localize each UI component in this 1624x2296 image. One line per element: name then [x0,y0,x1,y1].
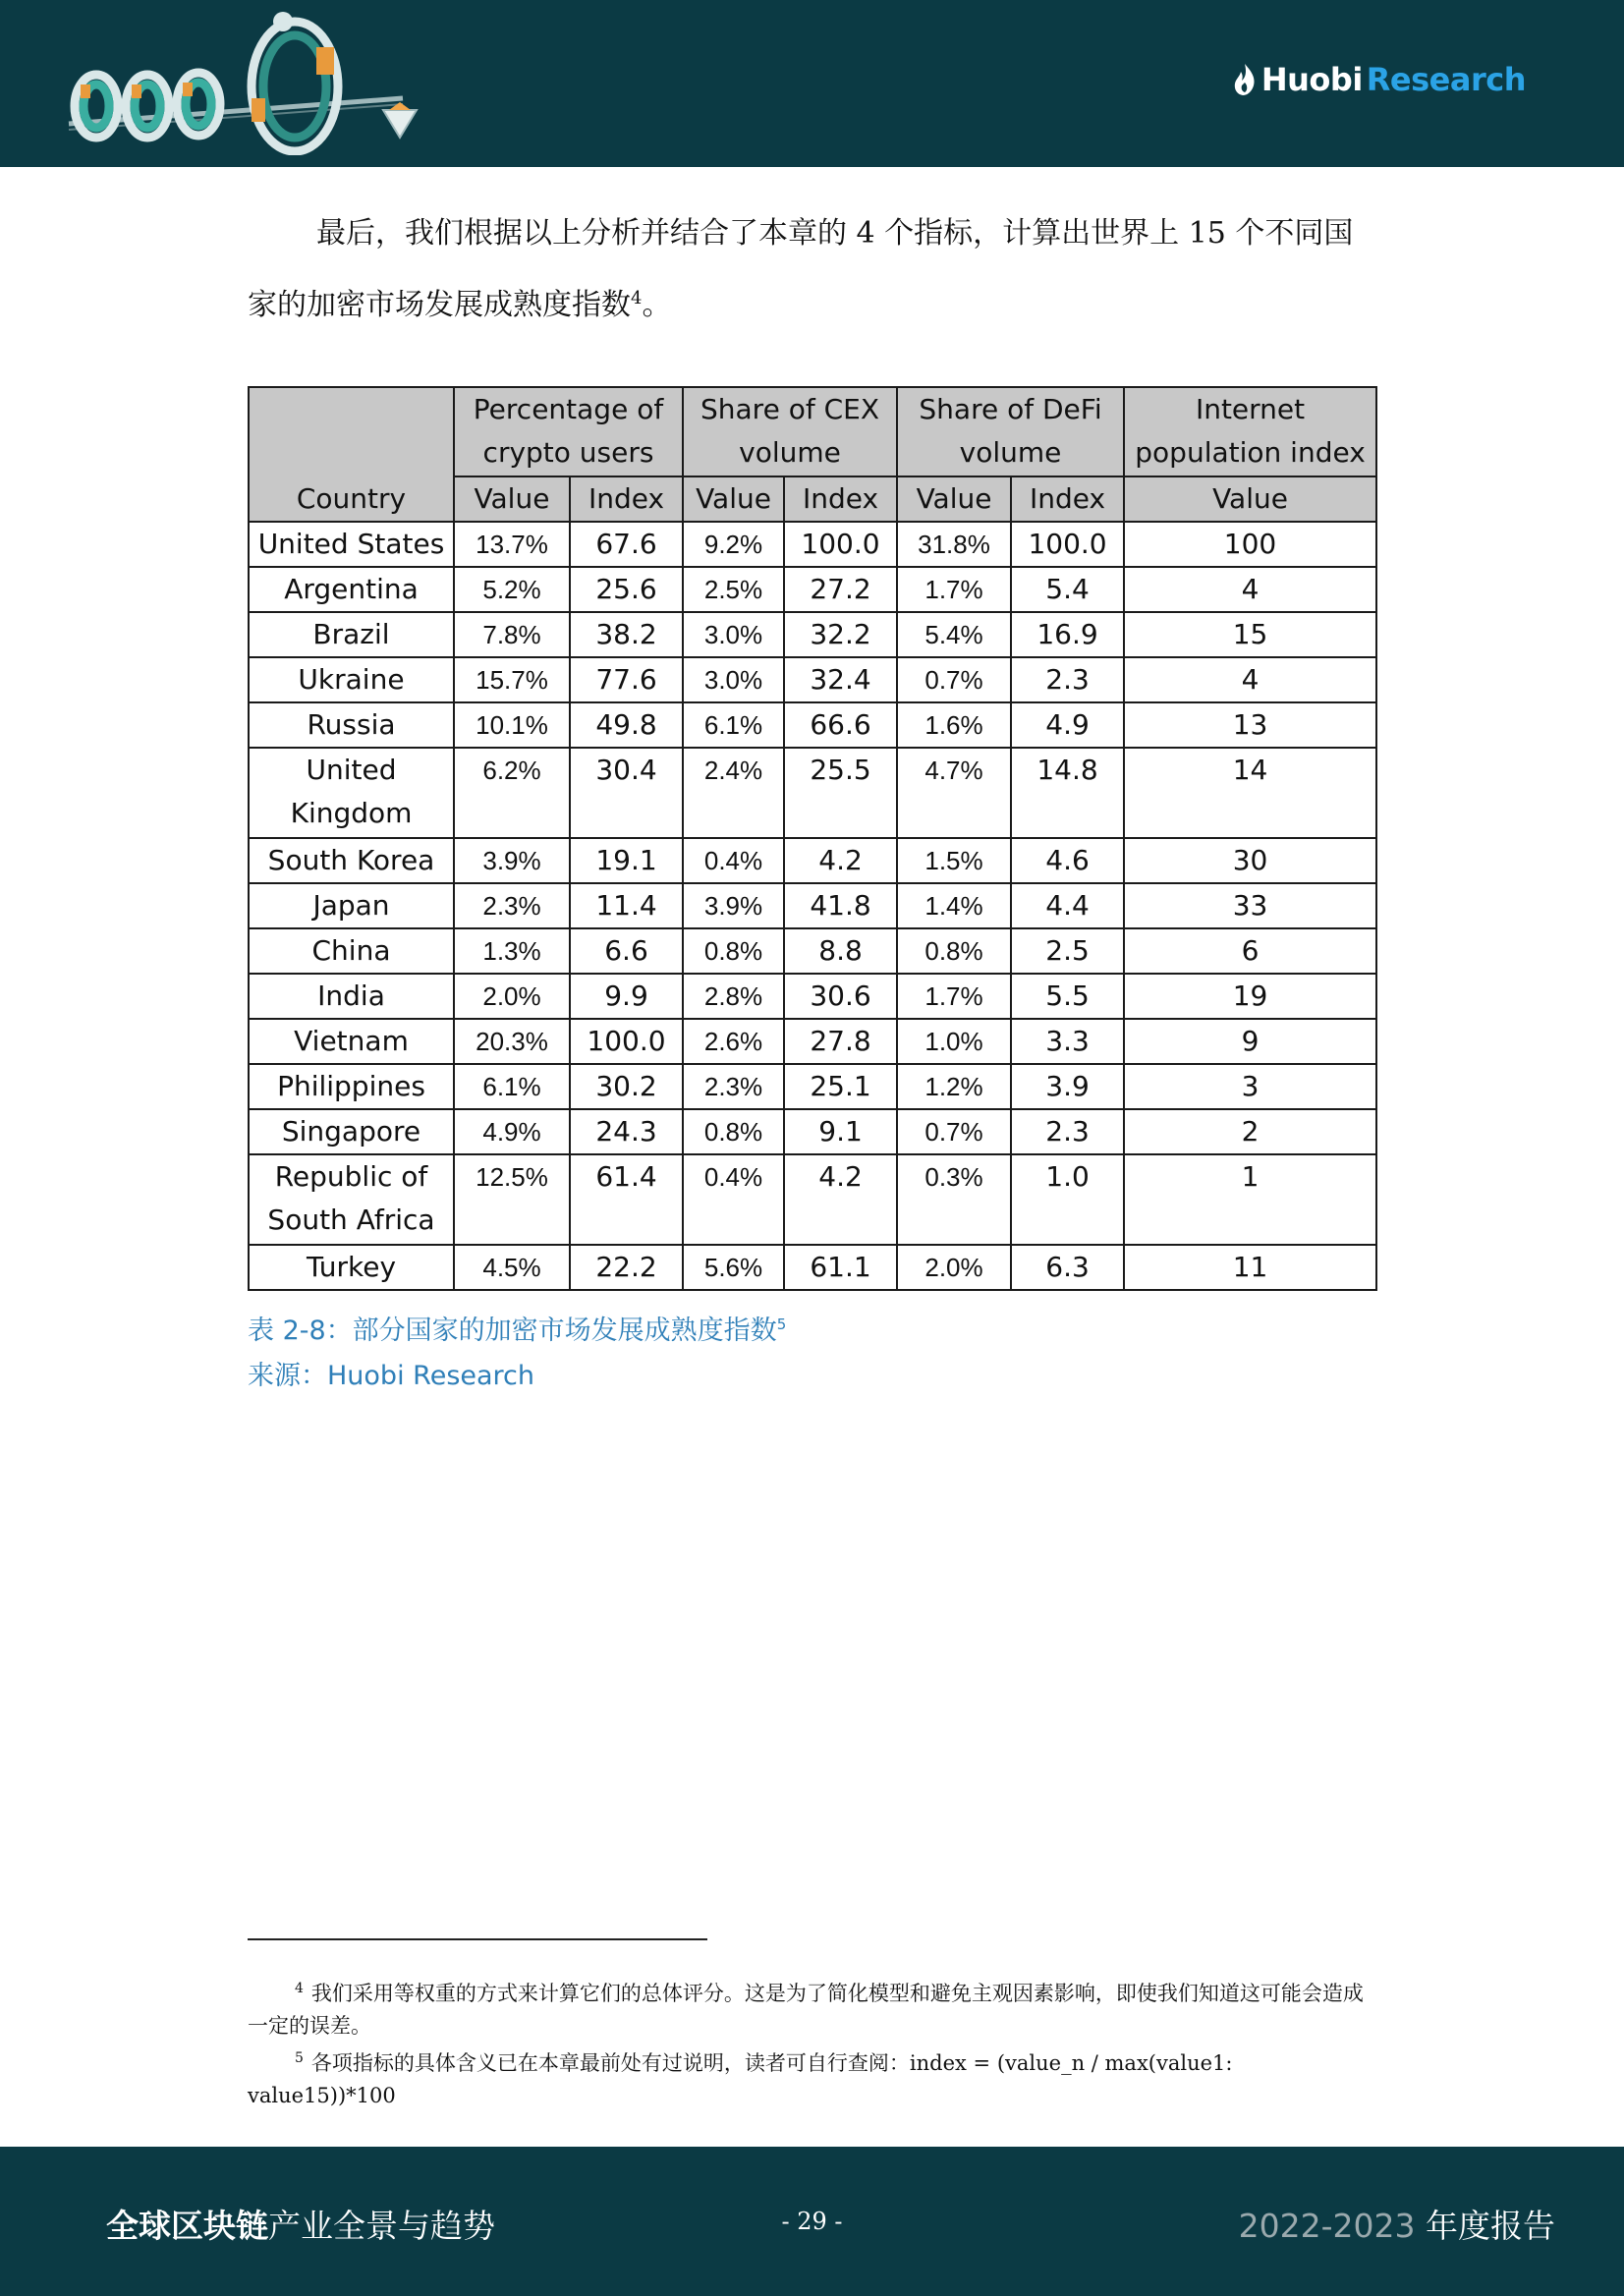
cell-defi-value: 0.7% [897,1109,1011,1154]
footnote-ref-5: 5 [776,1316,787,1333]
footnote-marker: 4 [295,1981,304,1996]
footnote-text: 各项指标的具体含义已在本章最前处有过说明，读者可自行查阅：index = (value_n / max(value1: value15))*100 [248,2051,1233,2107]
header-country: Country [249,387,454,522]
footnote-divider [248,1938,707,1940]
cell-internet-population-value: 13 [1124,702,1376,748]
cell-country: Brazil [249,612,454,657]
table-caption [248,1302,786,1399]
caption-title: 表 2-8：部分国家的加密市场发展成熟度指数 [248,1316,777,1346]
cell-defi-index: 2.3 [1011,1109,1124,1154]
cell-cex-index: 4.2 [784,838,897,883]
maturity-index-table [248,386,1377,1291]
cell-defi-index: 16.9 [1011,612,1124,657]
cell-cex-index: 9.1 [784,1109,897,1154]
footnote-4 [248,1973,1377,2043]
cell-crypto-users-index: 11.4 [570,883,683,928]
cell-country: South Korea [249,838,454,883]
cell-country: United States [249,522,454,567]
cell-crypto-users-value: 7.8% [454,612,570,657]
header-internet-population: Internet population index [1124,387,1376,476]
page-header [0,0,1624,167]
blockchain-rings-illustration-icon [59,8,432,155]
cell-crypto-users-value: 4.5% [454,1245,570,1290]
cell-crypto-users-index: 9.9 [570,974,683,1019]
header-crypto-users: Percentage of crypto users [454,387,683,476]
cell-country: Philippines [249,1064,454,1109]
cell-country: Singapore [249,1109,454,1154]
huobi-flame-icon [1232,63,1258,96]
cell-cex-index: 30.6 [784,974,897,1019]
cell-cex-value: 3.0% [683,657,784,702]
footnotes [248,1973,1377,2112]
huobi-research-logo [1232,61,1526,98]
cell-defi-index: 6.3 [1011,1245,1124,1290]
cell-country: Vietnam [249,1019,454,1064]
cell-cex-value: 0.4% [683,1154,784,1245]
cell-crypto-users-value: 12.5% [454,1154,570,1245]
cell-internet-population-value: 100 [1124,522,1376,567]
cell-defi-index: 14.8 [1011,748,1124,838]
cell-cex-value: 0.4% [683,838,784,883]
cell-crypto-users-index: 22.2 [570,1245,683,1290]
footnote-ref-4: 4 [631,288,643,308]
cell-cex-value: 5.6% [683,1245,784,1290]
cell-crypto-users-value: 15.7% [454,657,570,702]
footer-title-bold: 全球区块链 [106,2207,268,2245]
cell-crypto-users-value: 4.9% [454,1109,570,1154]
cell-country: United Kingdom [249,748,454,838]
cell-internet-population-value: 33 [1124,883,1376,928]
cell-crypto-users-value: 6.2% [454,748,570,838]
table-row [249,522,1376,567]
cell-country: India [249,974,454,1019]
cell-crypto-users-index: 6.6 [570,928,683,974]
cell-country: Japan [249,883,454,928]
cell-internet-population-value: 4 [1124,657,1376,702]
cell-defi-index: 1.0 [1011,1154,1124,1245]
subheader-value: Value [897,476,1011,522]
table-body [249,522,1376,1290]
cell-cex-index: 32.4 [784,657,897,702]
footnote-5 [248,2043,1377,2112]
cell-country: Turkey [249,1245,454,1290]
table-row [249,1109,1376,1154]
table-row [249,1064,1376,1109]
table-row [249,1154,1376,1245]
table-row [249,657,1376,702]
cell-defi-value: 31.8% [897,522,1011,567]
header-cex-volume: Share of CEX volume [683,387,897,476]
cell-cex-index: 25.5 [784,748,897,838]
cell-internet-population-value: 2 [1124,1109,1376,1154]
cell-internet-population-value: 11 [1124,1245,1376,1290]
cell-cex-value: 0.8% [683,1109,784,1154]
cell-cex-value: 6.1% [683,702,784,748]
table-row [249,1019,1376,1064]
cell-defi-value: 0.3% [897,1154,1011,1245]
cell-cex-index: 61.1 [784,1245,897,1290]
cell-country: Russia [249,702,454,748]
cell-internet-population-value: 3 [1124,1064,1376,1109]
cell-crypto-users-value: 10.1% [454,702,570,748]
cell-cex-index: 25.1 [784,1064,897,1109]
cell-defi-value: 2.0% [897,1245,1011,1290]
cell-crypto-users-index: 61.4 [570,1154,683,1245]
table-row [249,612,1376,657]
cell-cex-value: 2.5% [683,567,784,612]
cell-crypto-users-index: 49.8 [570,702,683,748]
subheader-value: Value [683,476,784,522]
cell-cex-value: 2.4% [683,748,784,838]
cell-defi-index: 2.5 [1011,928,1124,974]
cell-cex-index: 4.2 [784,1154,897,1245]
cell-defi-index: 3.3 [1011,1019,1124,1064]
cell-defi-value: 5.4% [897,612,1011,657]
footer-report: 年度报告 [1415,2207,1555,2245]
cell-defi-value: 4.7% [897,748,1011,838]
cell-crypto-users-index: 100.0 [570,1019,683,1064]
cell-defi-value: 1.7% [897,974,1011,1019]
subheader-value: Value [1124,476,1376,522]
cell-cex-value: 3.0% [683,612,784,657]
cell-cex-index: 41.8 [784,883,897,928]
cell-internet-population-value: 30 [1124,838,1376,883]
footer-year: 2022-2023 [1238,2207,1416,2245]
cell-defi-value: 0.7% [897,657,1011,702]
cell-cex-value: 2.6% [683,1019,784,1064]
cell-defi-value: 1.5% [897,838,1011,883]
cell-cex-index: 100.0 [784,522,897,567]
cell-crypto-users-index: 77.6 [570,657,683,702]
cell-crypto-users-index: 30.4 [570,748,683,838]
cell-defi-value: 1.0% [897,1019,1011,1064]
cell-defi-value: 1.2% [897,1064,1011,1109]
cell-country: Argentina [249,567,454,612]
cell-defi-value: 0.8% [897,928,1011,974]
table-row [249,702,1376,748]
cell-cex-index: 32.2 [784,612,897,657]
cell-country: China [249,928,454,974]
footer-title-rest: 产业全景与趋势 [268,2207,495,2245]
subheader-index: Index [570,476,683,522]
cell-defi-index: 3.9 [1011,1064,1124,1109]
table-row [249,974,1376,1019]
cell-cex-value: 2.3% [683,1064,784,1109]
cell-crypto-users-index: 24.3 [570,1109,683,1154]
table-row [249,748,1376,838]
cell-cex-value: 9.2% [683,522,784,567]
subheader-index: Index [784,476,897,522]
cell-internet-population-value: 6 [1124,928,1376,974]
footnote-text: 我们采用等权重的方式来计算它们的总体评分。这是为了简化模型和避免主观因素影响，即使我们知道这可能会造成一定的误差。 [248,1982,1364,2038]
cell-defi-index: 100.0 [1011,522,1124,567]
intro-paragraph [248,201,1377,338]
cell-defi-value: 1.6% [897,702,1011,748]
brand-research: Research [1366,61,1526,98]
cell-defi-index: 4.6 [1011,838,1124,883]
cell-crypto-users-index: 19.1 [570,838,683,883]
footer-report-label [1239,2201,1555,2247]
cell-country: Republic of South Africa [249,1154,454,1245]
intro-text: 最后，我们根据以上分析并结合了本章的 4 个指标，计算出世界上 15 个不同国家的加密市场发展成熟度指数 [248,216,1354,322]
cell-cex-index: 66.6 [784,702,897,748]
caption-source: 来源：Huobi Research [248,1361,535,1391]
page-footer [0,2147,1624,2296]
cell-crypto-users-value: 1.3% [454,928,570,974]
brand-huobi: Huobi [1260,61,1363,98]
footnote-marker: 5 [295,2050,304,2066]
cell-internet-population-value: 1 [1124,1154,1376,1245]
cell-crypto-users-value: 6.1% [454,1064,570,1109]
cell-internet-population-value: 15 [1124,612,1376,657]
cell-crypto-users-value: 3.9% [454,838,570,883]
table-row [249,928,1376,974]
cell-crypto-users-value: 5.2% [454,567,570,612]
cell-crypto-users-value: 2.0% [454,974,570,1019]
cell-defi-index: 2.3 [1011,657,1124,702]
cell-internet-population-value: 14 [1124,748,1376,838]
cell-crypto-users-value: 13.7% [454,522,570,567]
caption-title-line [248,1302,786,1354]
cell-crypto-users-index: 67.6 [570,522,683,567]
cell-country: Ukraine [249,657,454,702]
cell-defi-value: 1.7% [897,567,1011,612]
table-row [249,883,1376,928]
cell-cex-index: 27.2 [784,567,897,612]
table-row [249,838,1376,883]
cell-cex-value: 0.8% [683,928,784,974]
cell-cex-value: 3.9% [683,883,784,928]
cell-cex-index: 27.8 [784,1019,897,1064]
cell-defi-index: 5.4 [1011,567,1124,612]
header-defi-volume: Share of DeFi volume [897,387,1124,476]
cell-cex-index: 8.8 [784,928,897,974]
cell-crypto-users-index: 25.6 [570,567,683,612]
cell-internet-population-value: 9 [1124,1019,1376,1064]
cell-cex-value: 2.8% [683,974,784,1019]
table-row [249,1245,1376,1290]
cell-crypto-users-index: 30.2 [570,1064,683,1109]
cell-defi-index: 4.4 [1011,883,1124,928]
cell-crypto-users-index: 38.2 [570,612,683,657]
cell-internet-population-value: 4 [1124,567,1376,612]
subheader-value: Value [454,476,570,522]
cell-defi-index: 5.5 [1011,974,1124,1019]
table-row [249,567,1376,612]
cell-crypto-users-value: 2.3% [454,883,570,928]
cell-defi-value: 1.4% [897,883,1011,928]
cell-defi-index: 4.9 [1011,702,1124,748]
cell-internet-population-value: 19 [1124,974,1376,1019]
cell-crypto-users-value: 20.3% [454,1019,570,1064]
page-number: - 29 - [781,2208,843,2235]
subheader-index: Index [1011,476,1124,522]
intro-end: 。 [642,288,672,322]
